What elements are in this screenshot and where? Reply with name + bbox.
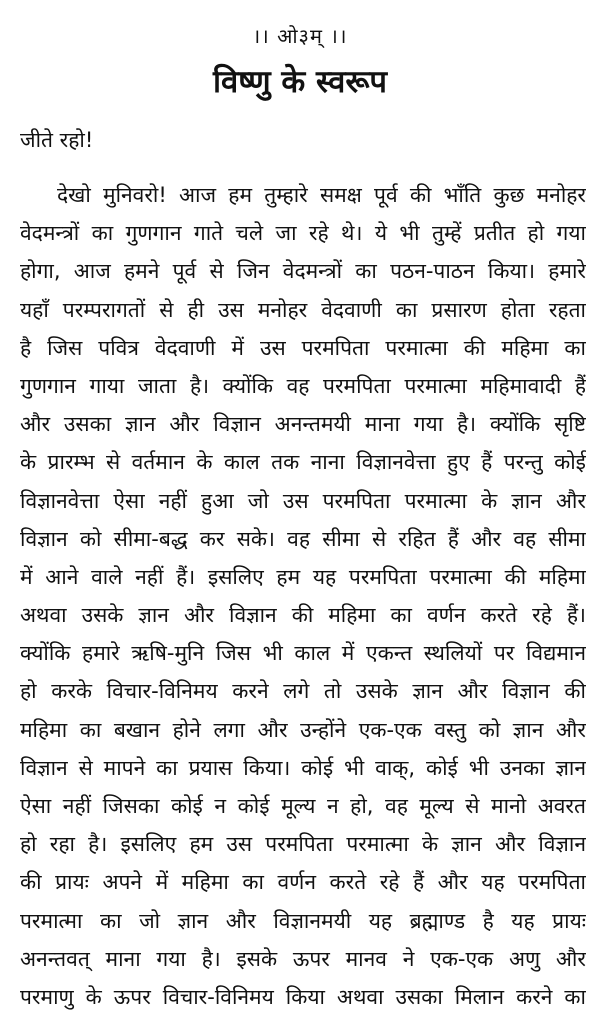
paragraph-line: गुणगान गाया जाता है। क्योंकि वह परमपिता परमात्मा महिमावादी हैं <box>20 373 586 398</box>
body-paragraph <box>20 176 586 1016</box>
paragraph-line: है जिस पवित्र वेदवाणी में उस परमपिता परमात्मा की महिमा का <box>20 335 586 360</box>
greeting-text: जीते रहो! <box>20 128 94 152</box>
chapter-title: विष्णु के स्वरूप <box>212 64 388 100</box>
paragraph-line: के प्रारम्भ से वर्तमान के काल तक नाना विज्ञानवेत्ता हुए हैं परन्तु कोई <box>20 450 586 475</box>
paragraph-line: यहाँ परम्परागतों से ही उस मनोहर वेदवाणी का प्रसारण होता रहता <box>20 297 586 322</box>
paragraph-line: ऐसा नहीं जिसका कोई न कोई मूल्य न हो, वह मूल्य से मानो अवरत <box>20 794 586 818</box>
paragraph-line: में आने वाले नहीं हैं। इसलिए हम यह परमपिता परमात्मा की महिमा <box>20 564 586 589</box>
paragraph-line: अनन्तवत् माना गया है। इसके ऊपर मानव ने एक-एक अणु और <box>20 946 586 971</box>
paragraph-line: विज्ञान से मापने का प्रयास किया। कोई भी वाक्, कोई भी उनका ज्ञान <box>20 755 586 780</box>
paragraph-line: क्योंकि हमारे ऋषि-मुनि जिस भी काल में एकन्त स्थलियों पर विद्यमान <box>20 641 586 666</box>
paragraph-line: परमात्मा का जो ज्ञान और विज्ञानमयी यह ब्रह्माण्ड है यह प्रायः <box>20 908 586 933</box>
paragraph-line: और उसका ज्ञान और विज्ञान अनन्तमयी माना गया है। क्योंकि सृष्टि <box>20 412 586 437</box>
paragraph-line: वेदमन्त्रों का गुणगान गाते चले जा रहे थे। ये भी तुम्हें प्रतीत हो गया <box>20 221 586 246</box>
paragraph-line: देखो मुनिवरो! आज हम तुम्हारे समक्ष पूर्व की भाँति कुछ मनोहर <box>57 183 586 207</box>
paragraph-line: विज्ञान को सीमा-बद्ध कर सके। वह सीमा से रहित हैं और वह सीमा <box>20 526 586 551</box>
paragraph-line: हो रहा है। इसलिए हम उस परमपिता परमात्मा के ज्ञान और विज्ञान <box>20 832 586 857</box>
paragraph-line: की प्रायः अपने में महिमा का वर्णन करते रहे हैं और यह परमपिता <box>20 870 586 895</box>
om-invocation: ।। ओ३म् ।। <box>252 24 348 48</box>
paragraph-line: हो करके विचार-विनिमय करने लगे तो उसके ज्ञान और विज्ञान की <box>20 679 586 704</box>
paragraph-line: होगा, आज हमने पूर्व से जिन वेदमन्त्रों का पठन-पाठन किया। हमारे <box>20 259 586 284</box>
paragraph-line: परमाणु के ऊपर विचार-विनिमय किया अथवा उसका मिलान करने का <box>20 984 586 1009</box>
paragraph-line: विज्ञानवेत्ता ऐसा नहीं हुआ जो उस परमपिता परमात्मा के ज्ञान और <box>20 488 586 513</box>
paragraph-line: महिमा का बखान होने लगा और उन्होंने एक-एक वस्तु को ज्ञान और <box>20 717 586 742</box>
paragraph-line: अथवा उसके ज्ञान और विज्ञान की महिमा का वर्णन करते रहे हैं। <box>20 603 586 628</box>
